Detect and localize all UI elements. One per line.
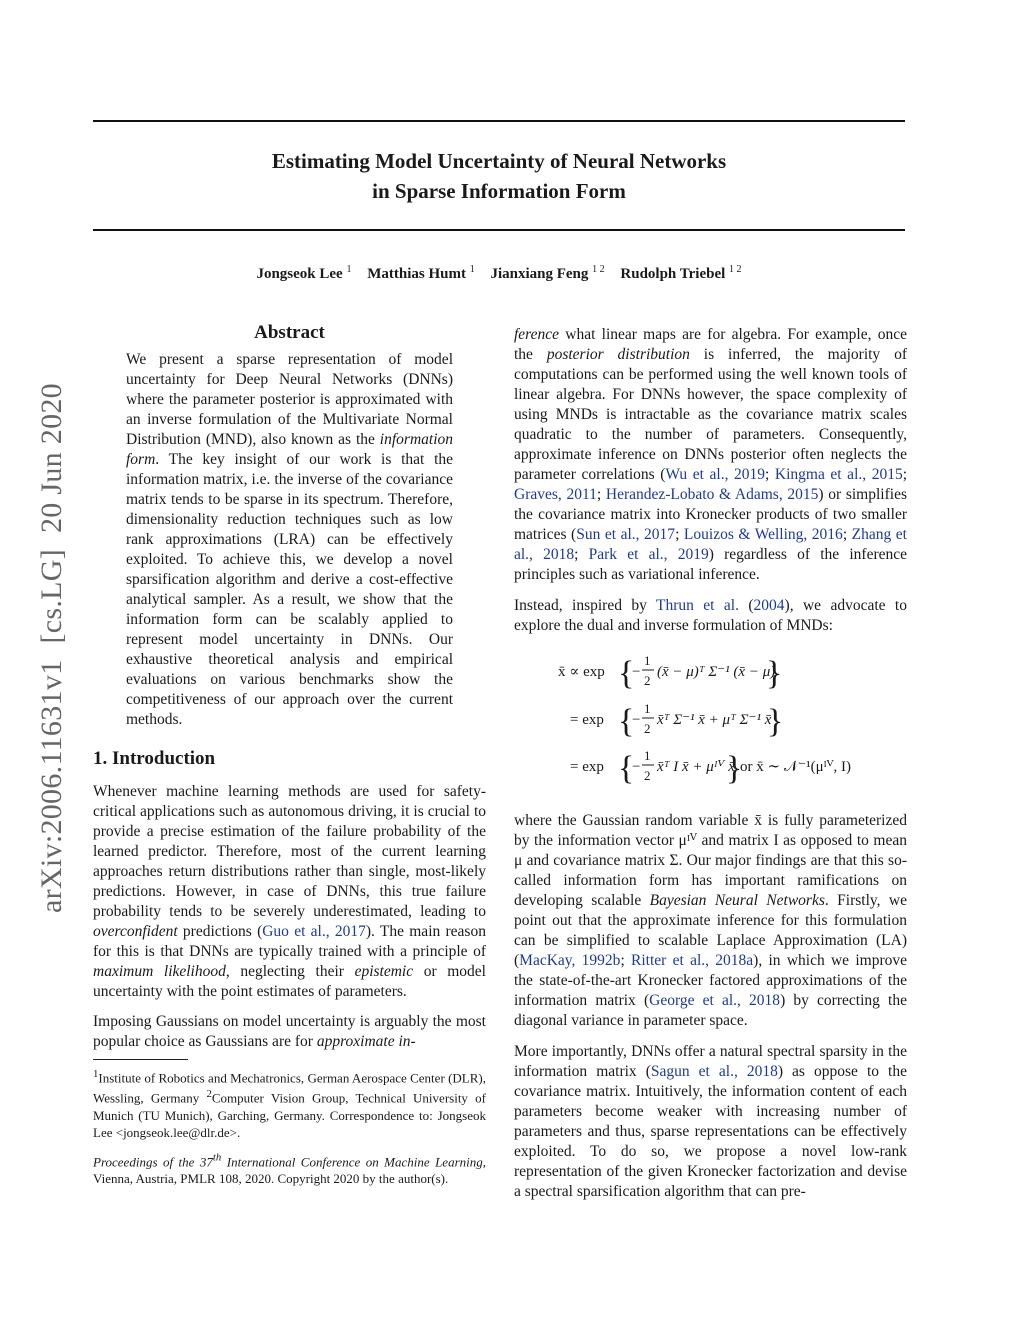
citation-link[interactable]: Park et al., 2019 bbox=[588, 546, 709, 563]
eq-line2-lhs: = exp bbox=[570, 712, 604, 728]
paragraph: Whenever machine learning methods are used for safety-critical applications such as autonomous driving, it is crucial to provide a precise estimation of the failure probability of the learned predictor. Therefore, most of the current learning approaches return distributions rather than single, most-likely predictions. However, in case of DNNs, this true failure probability tends to be severely underestimated, leading to overconfident predictions (Guo et al., 2017). The main reason for this is that DNNs are typically trained with a principle of maximum likelihood, neglecting their epistemic or model uncertainty with the point estimates of parameters. bbox=[93, 783, 486, 1000]
citation-link[interactable]: MacKay, 1992b bbox=[519, 952, 621, 969]
affiliation-footnote: $^1$Institute of Robotics and Mechatronics, German Aerospace Center (DLR), Wessling, Germany $^2$Computer Vision Group, Technical University of Munich (TU Munich), Garching, Germany. Correspondence to: Jongseok Lee <jongseok.lee@dlr.de>. bbox=[93, 1068, 486, 1140]
author-name: Matthias Humt bbox=[367, 266, 466, 282]
citation-link[interactable]: Thrun et al. bbox=[656, 597, 739, 614]
citation-link[interactable]: Zhang et al., 2018 bbox=[514, 526, 907, 563]
author bbox=[367, 266, 475, 282]
arxiv-id: arXiv:2006.11631v1 bbox=[35, 659, 68, 913]
eq-minus: − bbox=[632, 712, 641, 728]
paragraph: where the Gaussian random variable x̄ is fully parameterized by the information vector μᴵⱽ and matrix I as opposed to mean μ and covariance matrix Σ. Our major findings are that this so-called information form has important ramifications on developing scalable Bayesian Neural Networks. Firstly, we point out that the approximate inference for this formulation can be simplified to scalable Laplace Approximation (LA) (MacKay, 1992b; Ritter et al., 2018a), in which we improve the state-of-the-art Kronecker factored approximations of the information matrix (George et al., 2018) by correcting the diagonal variance in parameter space. bbox=[514, 812, 907, 1029]
paragraph: Imposing Gaussians on model uncertainty is arguably the most popular choice as Gaussians are for approximate in- bbox=[93, 1013, 486, 1050]
author-affiliation: 1 bbox=[346, 264, 352, 275]
eq-line1-body: (x̄ − μ)ᵀ Σ⁻¹ (x̄ − μ) bbox=[657, 664, 776, 680]
arxiv-date: 20 Jun 2020 bbox=[35, 383, 68, 533]
paper-title bbox=[93, 146, 905, 206]
author-name: Jianxiang Feng bbox=[490, 266, 589, 282]
author bbox=[256, 266, 351, 282]
section-heading-introduction: 1. Introduction bbox=[93, 748, 216, 769]
author-name: Rudolph Triebel bbox=[620, 266, 726, 282]
proceedings-note: Proceedings of the 37th International Conference on Machine Learning, Vienna, Austria, PMLR 108, 2020. Copyright 2020 by the author(s). bbox=[93, 1152, 486, 1187]
citation-link[interactable]: Louizos & Welling, 2016 bbox=[683, 526, 843, 543]
citation-link[interactable]: Sagun et al., 2018 bbox=[650, 1063, 778, 1080]
author bbox=[490, 266, 604, 282]
citation-link[interactable]: Guo et al., 2017 bbox=[262, 923, 366, 940]
citation-link[interactable]: 2004 bbox=[753, 597, 785, 614]
author-affiliation: 1 2 bbox=[592, 264, 605, 275]
left-brace: { bbox=[618, 750, 635, 787]
citation-link[interactable]: Kingma et al., 2015 bbox=[774, 466, 903, 483]
author-list bbox=[93, 264, 905, 283]
eq-frac-denominator: 2 bbox=[644, 768, 651, 783]
footnote-rule bbox=[93, 1059, 188, 1060]
right-brace: } bbox=[766, 655, 783, 692]
right-brace: } bbox=[726, 750, 743, 787]
paragraph: ference what linear maps are for algebra. For example, once the posterior distribution is inferred, the majority of computations can be performed using the well known tools of linear algebra. For DNNs however, the space complexity of using MNDs is intractable as the covariance matrix scales quadratic to the number of parameters. Consequently, approximate inference on DNNs posterior often neglects the parameter correlations (Wu et al., 2019; Kingma et al., 2015; Graves, 2011; Herandez-Lobato & Adams, 2015) or simplifies the covariance matrix into Kronecker products of two smaller matrices (Sun et al., 2017; Louizos & Welling, 2016; Zhang et al., 2018; Park et al., 2019) regardless of the inference principles such as variational inference. bbox=[514, 326, 908, 583]
eq-frac-denominator: 2 bbox=[644, 721, 651, 736]
citation-link[interactable]: Graves, 2011 bbox=[514, 486, 597, 503]
title-rule-top bbox=[93, 120, 905, 122]
paragraph: More importantly, DNNs offer a natural spectral sparsity in the information matrix (Sagun et al., 2018) as oppose to the covariance matrix. Intuitively, the information content of each parameters become weaker with increasing number of parameters and thus, sparse representations can be effectively exploited. To do so, we propose a novel low-rank representation of the given Kronecker factorization and devise a spectral sparsification algorithm that can pre- bbox=[514, 1043, 907, 1200]
author-affiliation: 1 bbox=[469, 264, 475, 275]
eq-frac-denominator: 2 bbox=[644, 673, 651, 688]
eq-line3-body: x̄ᵀ I x̄ + μᴵⱽ x̄ bbox=[657, 759, 735, 775]
title-line-1: Estimating Model Uncertainty of Neural Networks bbox=[271, 149, 727, 173]
equation-block bbox=[514, 650, 907, 790]
citation-link[interactable]: Ritter et al., 2018a bbox=[631, 952, 754, 969]
eq-line1-lhs: x̄ ∝ exp bbox=[558, 664, 605, 680]
citation-link[interactable]: Herandez-Lobato & Adams, 2015 bbox=[605, 486, 819, 503]
eq-frac-numerator: 1 bbox=[644, 653, 651, 668]
citation-link[interactable]: Wu et al., 2019 bbox=[665, 466, 766, 483]
title-rule-bottom bbox=[93, 229, 905, 231]
author-affiliation: 1 2 bbox=[729, 264, 742, 275]
citation-link[interactable]: George et al., 2018 bbox=[649, 992, 781, 1009]
citation-link[interactable]: Sun et al., 2017 bbox=[576, 526, 676, 543]
eq-minus: − bbox=[632, 664, 641, 680]
eq-minus: − bbox=[632, 759, 641, 775]
author bbox=[620, 266, 741, 282]
right-brace: } bbox=[767, 703, 784, 740]
paragraph: Instead, inspired by Thrun et al. (2004), we advocate to explore the dual and inverse formulation of MNDs: bbox=[514, 597, 907, 634]
abstract-text: We present a sparse representation of model uncertainty for Deep Neural Networks (DNNs) where the parameter posterior is approximated with an inverse formulation of the Multivariate Normal Distribution (MND), also known as the information form. The key insight of our work is that the information matrix, i.e. the inverse of the covariance matrix tends to be sparse in its spectrum. Therefore, dimensionality reduction techniques such as low rank approximations (LRA) can be effectively exploited. To achieve this, we develop a novel sparsification algorithm and derive a cost-effective analytical sampler. As a result, we show that the information form can be scalably applied to represent model uncertainty in DNNs. Our exhaustive theoretical analysis and empirical evaluations on various benchmarks show the competitiveness of our approach over the current methods. bbox=[126, 351, 453, 728]
eq-line3-lhs: = exp bbox=[570, 759, 604, 775]
left-brace: { bbox=[618, 703, 635, 740]
introduction-text bbox=[93, 782, 486, 1062]
arxiv-sidebar-stamp bbox=[35, 367, 69, 913]
author-name: Jongseok Lee bbox=[256, 266, 343, 282]
title-line-2: in Sparse Information Form bbox=[372, 179, 626, 203]
abstract-heading: Abstract bbox=[254, 322, 325, 343]
eq-line2-body: x̄ᵀ Σ⁻¹ x̄ + μᵀ Σ⁻¹ x̄ bbox=[657, 712, 772, 728]
left-brace: { bbox=[618, 655, 635, 692]
arxiv-category: [cs.LG] bbox=[35, 548, 68, 644]
eq-frac-numerator: 1 bbox=[644, 701, 651, 716]
eq-line3-tail: or x̄ ∼ 𝒩⁻¹(μᴵⱽ, I) bbox=[740, 759, 851, 775]
eq-frac-numerator: 1 bbox=[644, 748, 651, 763]
